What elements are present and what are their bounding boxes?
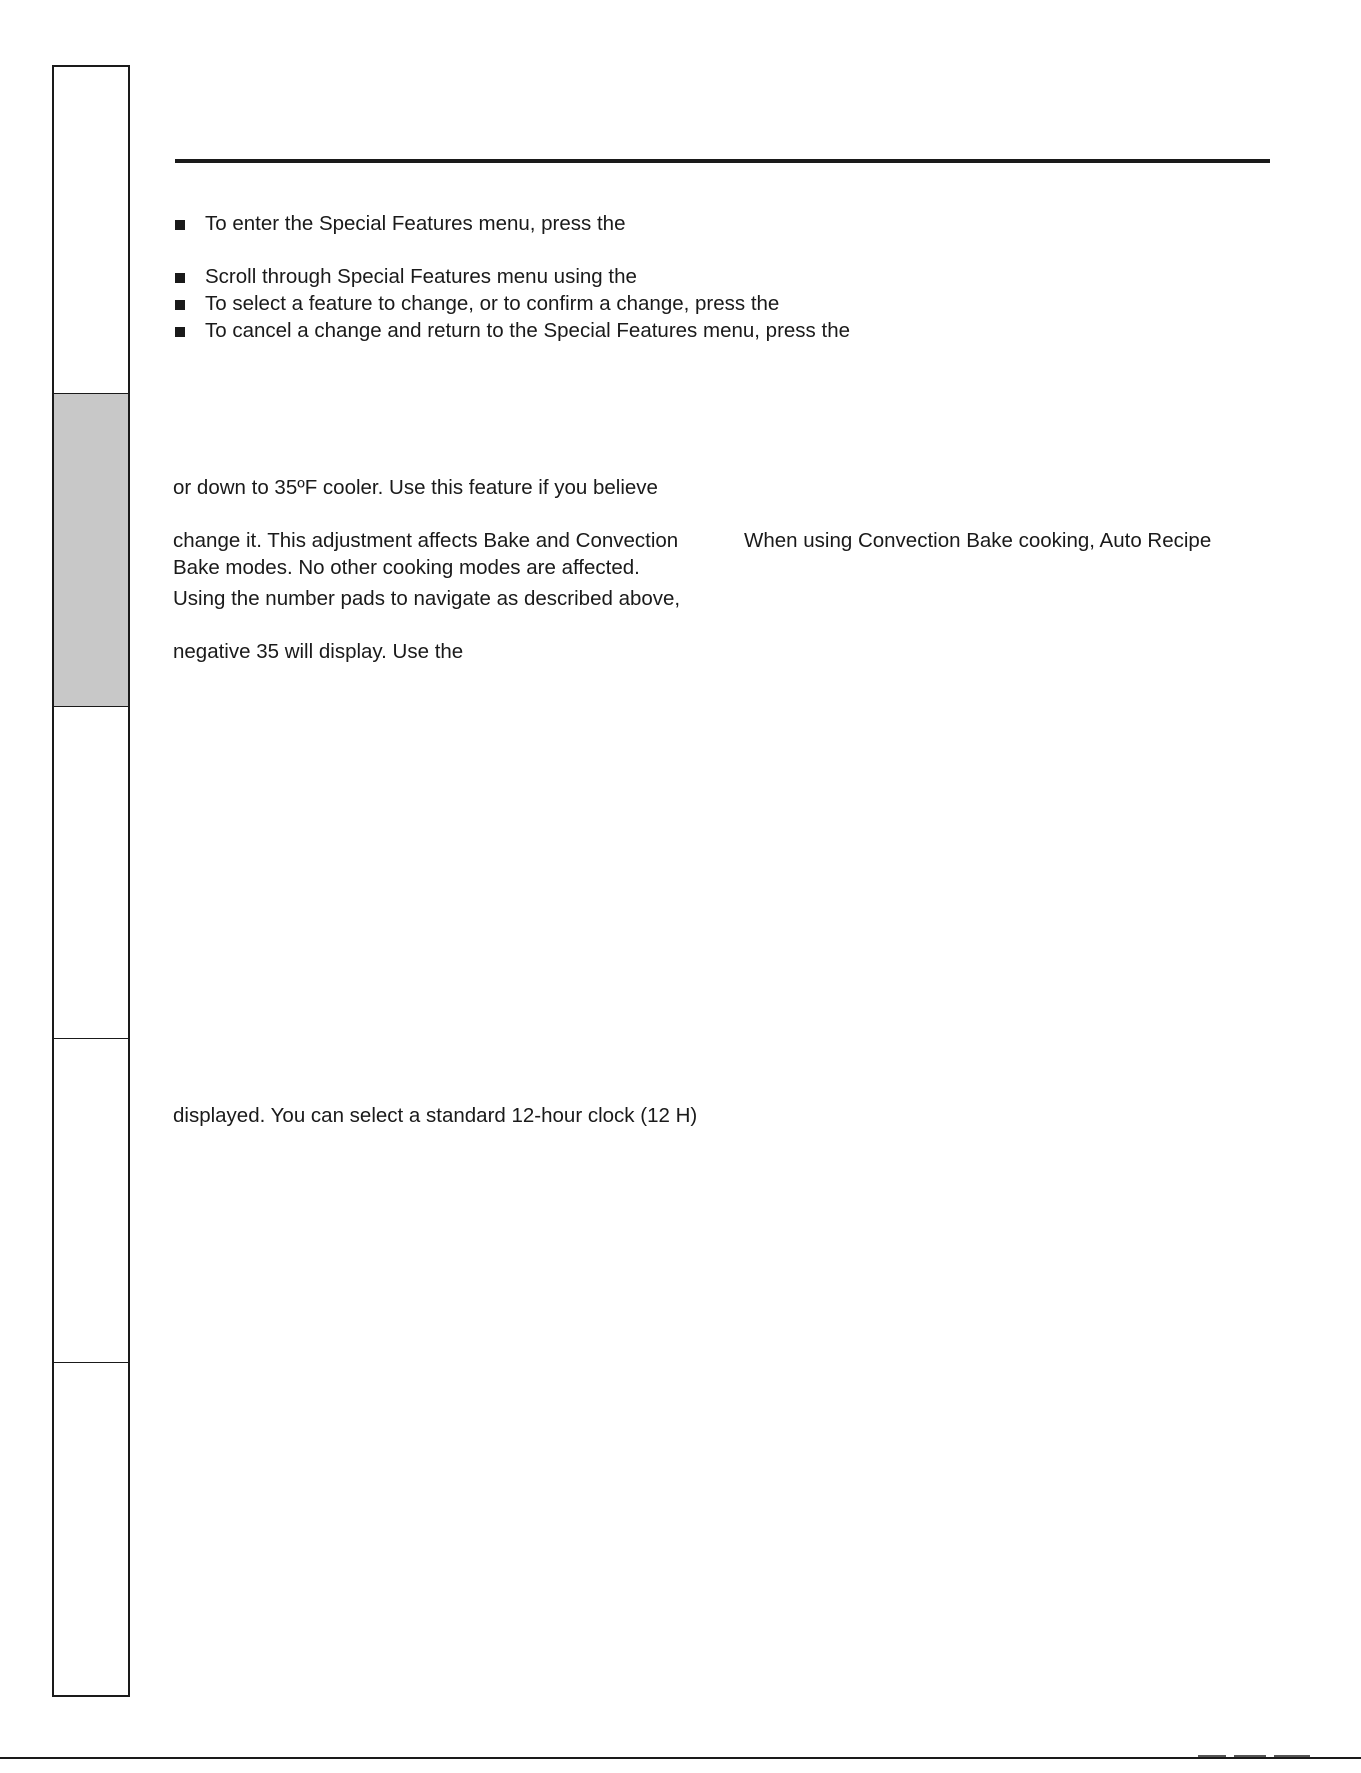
body-line-2: change it. This adjustment affects Bake and Convection xyxy=(173,529,679,552)
footer-marks xyxy=(1198,1755,1348,1758)
section-tab-4 xyxy=(54,1038,128,1363)
section-tab-2-active xyxy=(54,393,128,707)
footer-rule xyxy=(0,1757,1361,1759)
body-line-3: Bake modes. No other cooking modes are affected. xyxy=(173,556,640,579)
header-rule xyxy=(175,159,1270,163)
bullet-icon xyxy=(175,273,185,283)
right-body-line-1: When using Convection Bake cooking, Auto Recipe xyxy=(744,529,1212,552)
bullet-text-3: To select a feature to change, or to confirm a change, press the xyxy=(205,292,780,315)
body-line-1: or down to 35ºF cooler. Use this feature if you believe xyxy=(173,476,658,499)
bullet-text-2: Scroll through Special Features menu using the xyxy=(205,265,637,288)
section-tab-5 xyxy=(54,1363,128,1697)
section-tab-1 xyxy=(54,67,128,393)
section-tabs xyxy=(52,65,130,1697)
body-line-5: negative 35 will display. Use the xyxy=(173,640,464,663)
body-line-4: Using the number pads to navigate as described above, xyxy=(173,587,681,610)
section-tab-3 xyxy=(54,707,128,1038)
bullet-icon xyxy=(175,220,185,230)
bullet-icon xyxy=(175,327,185,337)
bullet-icon xyxy=(175,300,185,310)
bullet-text-4: To cancel a change and return to the Special Features menu, press the xyxy=(205,319,850,342)
body-line-6: displayed. You can select a standard 12-hour clock (12 H) xyxy=(173,1104,698,1127)
bullet-text-1: To enter the Special Features menu, press the xyxy=(205,212,626,235)
